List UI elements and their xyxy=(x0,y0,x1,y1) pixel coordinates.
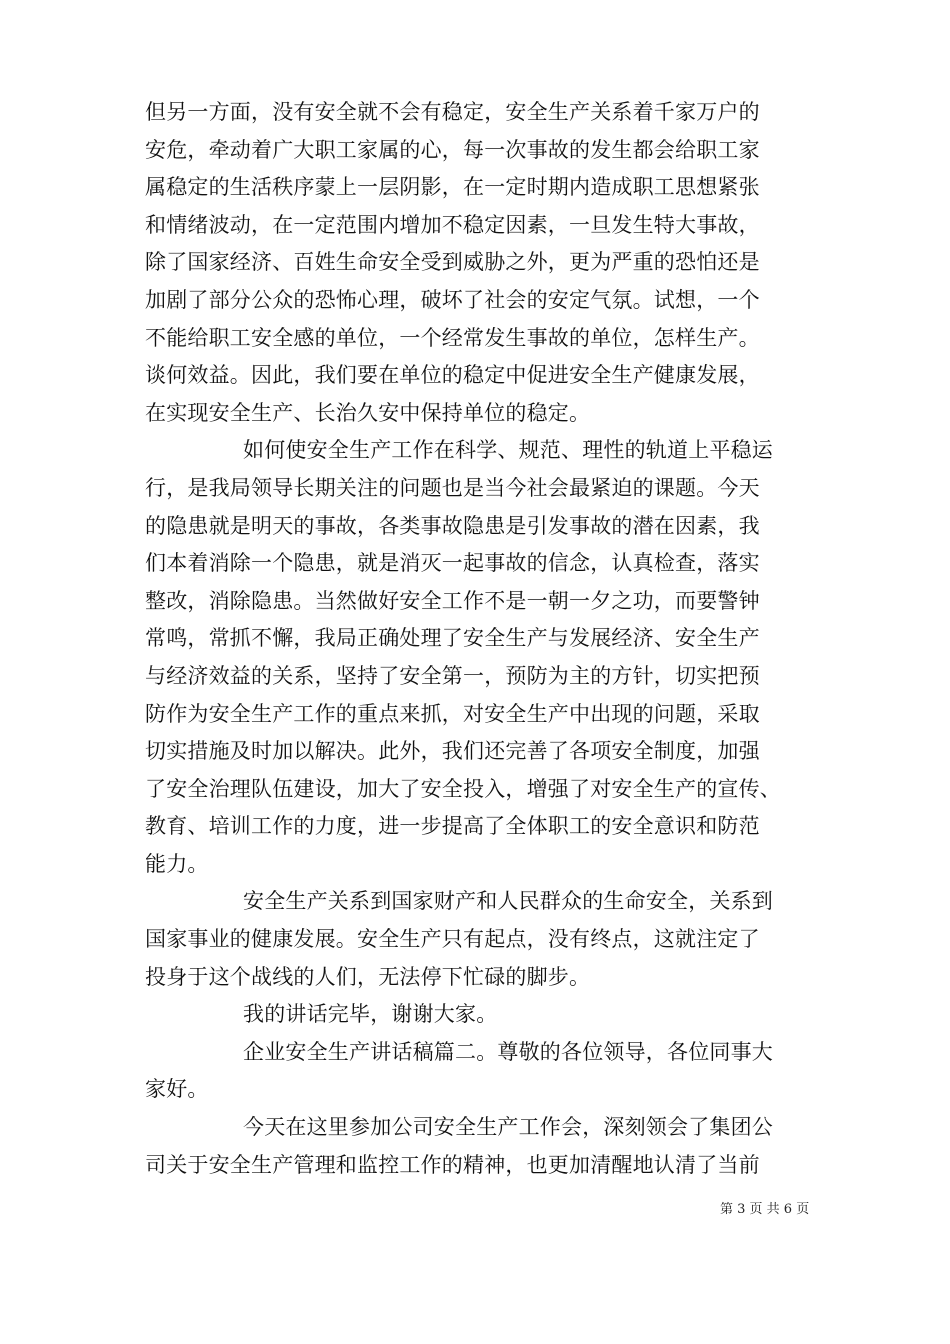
text-line: 常鸣，常抓不懈，我局正确处理了安全生产与发展经济、安全生产 xyxy=(145,626,760,651)
text-line: 除了国家经济、百姓生命安全受到威胁之外，更为严重的恐怕还是 xyxy=(145,250,760,275)
text-line: 与经济效益的关系，坚持了安全第一，预防为主的方针，切实把预 xyxy=(145,663,760,688)
page-number-footer: 第 3 页 共 6 页 xyxy=(720,1202,810,1217)
text-line: 教育、培训工作的力度，进一步提高了全体职工的安全意识和防范 xyxy=(145,814,760,839)
text-line: 防作为安全生产工作的重点来抓，对安全生产中出现的问题，采取 xyxy=(145,701,760,726)
paragraph-start-line: 企业安全生产讲话稿篇二。尊敬的各位领导，各位同事大 xyxy=(243,1039,773,1064)
text-line: 属稳定的生活秩序蒙上一层阴影，在一定时期内造成职工思想紧张 xyxy=(145,175,760,200)
text-line: 了安全治理队伍建设，加大了安全投入，增强了对安全生产的宣传、 xyxy=(145,776,781,801)
paragraph-start-line: 如何使安全生产工作在科学、规范、理性的轨道上平稳运 xyxy=(243,438,773,463)
text-line: 和情绪波动，在一定范围内增加不稳定因素，一旦发生特大事故， xyxy=(145,212,760,237)
text-line: 家好。 xyxy=(145,1077,209,1102)
text-line: 在实现安全生产、长治久安中保持单位的稳定。 xyxy=(145,400,591,425)
paragraph-start-line: 安全生产关系到国家财产和人民群众的生命安全，关系到 xyxy=(243,889,773,914)
text-line: 但另一方面，没有安全就不会有稳定，安全生产关系着千家万户的 xyxy=(145,100,760,124)
text-line: 加剧了部分公众的恐怖心理，破坏了社会的安定气氛。试想，一个 xyxy=(145,287,760,312)
text-line: 能力。 xyxy=(145,851,209,876)
paragraph-start-line: 今天在这里参加公司安全生产工作会，深刻领会了集团公 xyxy=(243,1115,773,1140)
text-line: 切实措施及时加以解决。此外，我们还完善了各项安全制度，加强 xyxy=(145,739,760,764)
text-line: 谈何效益。因此，我们要在单位的稳定中促进安全生产健康发展， xyxy=(145,363,760,388)
text-line: 司关于安全生产管理和监控工作的精神，也更加清醒地认清了当前 xyxy=(145,1152,760,1177)
text-line: 整改，消除隐患。当然做好安全工作不是一朝一夕之功，而要警钟 xyxy=(145,588,760,613)
text-line: 行，是我局领导长期关注的问题也是当今社会最紧迫的课题。今天 xyxy=(145,475,760,500)
text-line: 不能给职工安全感的单位，一个经常发生事故的单位，怎样生产。 xyxy=(145,325,760,350)
text-line: 的隐患就是明天的事故，各类事故隐患是引发事故的潜在因素，我 xyxy=(145,513,760,538)
text-line: 国家事业的健康发展。安全生产只有起点，没有终点，这就注定了 xyxy=(145,927,760,952)
document-body xyxy=(145,94,810,1184)
paragraph-start-line: 我的讲话完毕，谢谢大家。 xyxy=(243,1002,498,1027)
text-line: 们本着消除一个隐患，就是消灭一起事故的信念，认真检查，落实 xyxy=(145,551,760,576)
text-line: 投身于这个战线的人们，无法停下忙碌的脚步。 xyxy=(145,964,591,989)
text-line: 安危，牵动着广大职工家属的心，每一次事故的发生都会给职工家 xyxy=(145,137,760,162)
